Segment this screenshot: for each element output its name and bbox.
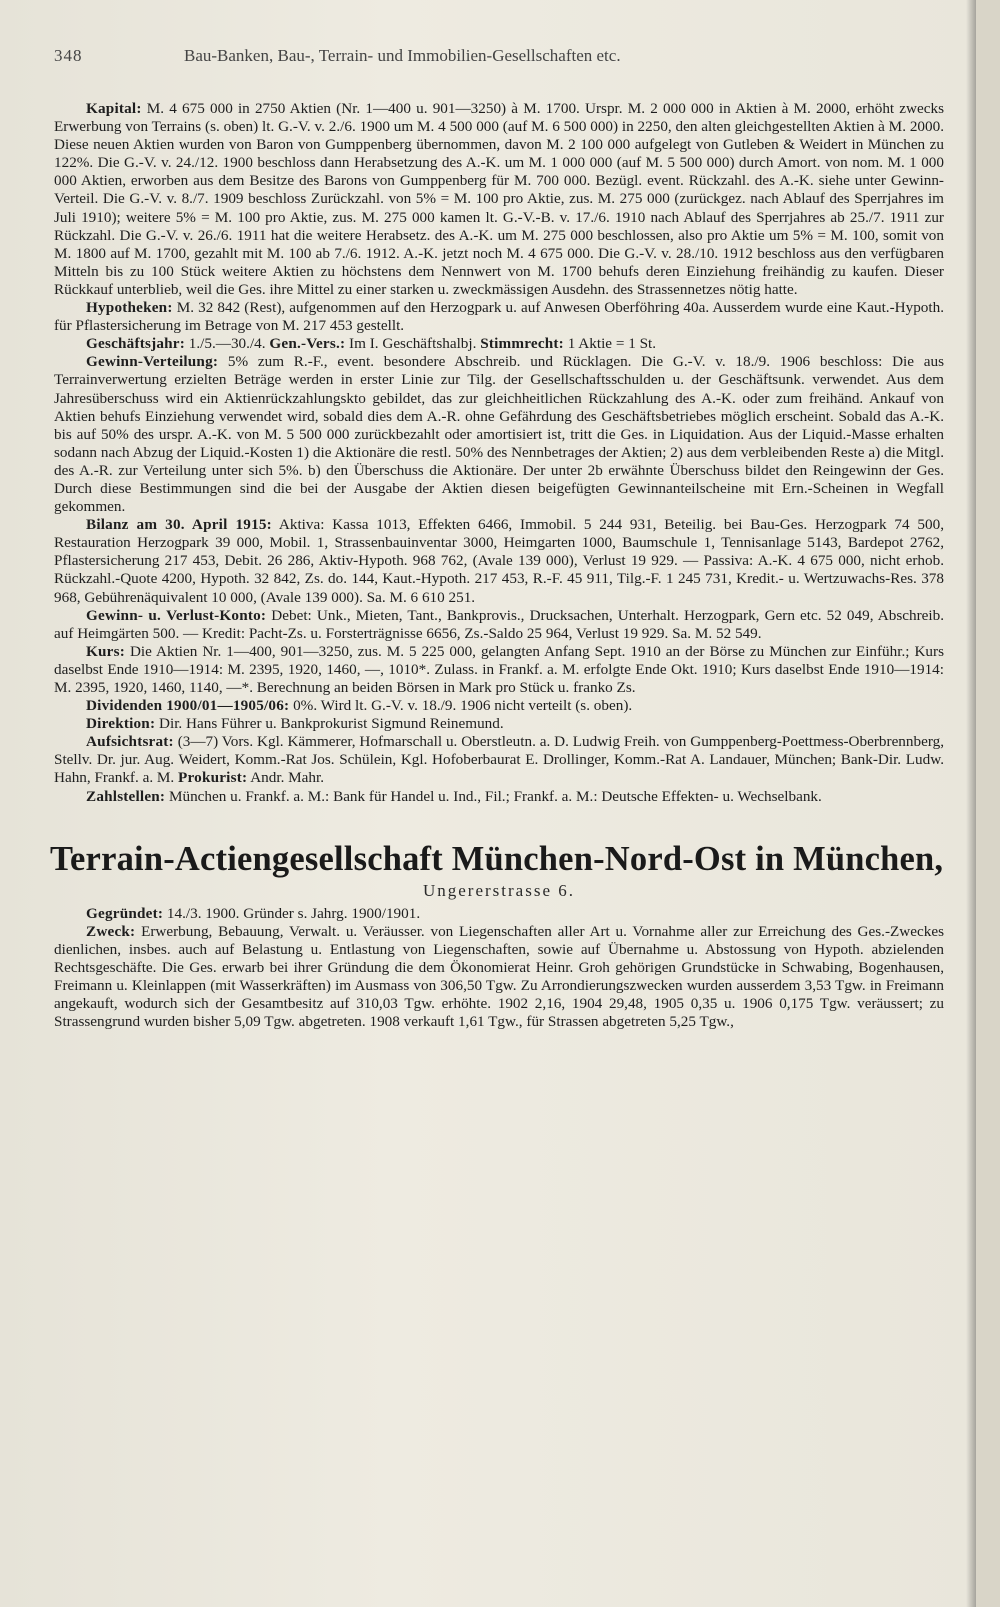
kapital-text: M. 4 675 000 in 2750 Aktien (Nr. 1—400 u. 901—3250) à M. 1700. Urspr. M. 2 000 000 in Aktien à M. 2000, erhöht zwecks Erwerbung von Terrains (s. oben) lt. G.-V. v. 2./6. 1900 um M. 4 500 000 (auf M. 6 500 000) in 2250, den alten gleichgestellten Aktien à M. 2000. Diese neuen Aktien wurden von Baron von Gumppenberg übernommen, davon M. 2 100 000 aufgelegt von Gutleben & Weidert in München zu 122%. Die G.-V. v. 24./12. 1900 beschloss dann Herabsetzung des A.-K. um M. 1 000 000 (auf M. 5 500 000) durch Amort. von nom. M. 1 000 000 Aktien, erworben aus dem Besitze des Barons von Gumppenberg für M. 700 000. Bezügl. event. Rückzahl. des A.-K. siehe unter Gewinn-Verteil. Die G.-V. v. 8./7. 1909 beschloss Zurückzahl. von 5% = M. 100 pro Aktie, zus. M. 275 000 (zurückgez. nach Ablauf des Sperrjahres im Juli 1910); weitere 5% = M. 100 pro Aktie, zus. M. 275 000 kamen lt. G.-V.-B. v. 17./6. 1910 nach Ablauf des Sperrjahres ab 25./7. 1911 zur Rückzahl. Die G.-V. v. 26./6. 1911 hat die weitere Herabsetz. des A.-K. um M. 275 000 beschlossen, also pro Aktie um 5% = M. 100, somit von M. 1800 auf M. 1700, gezahlt mit M. 100 ab 7./6. 1912. A.-K. jetzt noch M. 4 675 000. Die G.-V. v. 28./10. 1912 beschloss aus den verfügbaren Mitteln bis zu 100 Stück weitere Aktien zu höchstens dem Nennwert von M. 1700 behufs deren Einziehung freihändig zu kaufen. Dieser Rückkauf unterblieb, weil die Ges. ihre Mittel zu einer starken u. zweckmässigen Ausdehn. des Strassennetzes nötig hatte. [54,100,945,298]
direktion-paragraph [54,715,944,733]
hypotheken-paragraph [54,299,944,335]
running-head [54,46,944,66]
dividenden-text: 0%. Wird lt. G.-V. v. 18./9. 1906 nicht verteilt (s. oben). [293,697,633,715]
aufsichtsrat-text: (3—7) Vors. Kgl. Kämmerer, Hofmarschall u. Oberstleutn. a. D. Ludwig Freih. von Gumppenberg-Poettmess-Oberbrennberg, Stellv. Dr. jur. Aug. Weidert, Komm.-Rat Jos. Schülein, Kgl. Hofoberbaurat E. Drollinger, Komm.-Rat A. Landauer, München; Bank-Dir. Ludw. Hahn, Frankf. a. M. [54,733,945,787]
bilanz-paragraph [54,516,944,606]
zweck-paragraph [54,923,944,1032]
bilanz-text: Aktiva: Kassa 1013, Effekten 6466, Immobil. 5 244 931, Beteilig. bei Bau-Ges. Herzogpark 74 500, Restauration Herzogpark 39 000, Mobil. 1, Strassenbauinventar 3000, Heimgarten 1000, Baumschule 1, Tennisanlage 5143, Bardepot 2762, Pflastersicherung 217 453, Debit. 26 286, Aktiv-Hypoth. 968 762, (Avale 139 000), Verlust 19 929. — Passiva: A.-K. 4 675 000, nicht erhob. Rückzahl.-Quote 4200, Hypoth. 32 842, Zs. do. 144, Kaut.-Hypoth. 217 453, R.-F. 45 911, Tilg.-F. 1 245 731, Kredit.- u. Wertzuwachs-Res. 378 968, Gebührenäquivalent 10 000, (Avale 139 000). Sa. M. 6 610 251. [54,516,944,606]
gewinn-verlust-paragraph [54,607,944,643]
hypotheken-label: Hypotheken: [86,299,173,317]
kurs-text: Die Aktien Nr. 1—400, 901—3250, zus. M. 5 225 000, gelangten Anfang Sept. 1910 an der Börse zu München zur Einführ.; Kurs daselbst Ende 1910—1914: M. 2395, 1920, 1460, —, 1010*. Zulass. in Frankf. a. M. erfolgte Ende Okt. 1910; Kurs daselbst Ende 1910—1914: M. 2395, 1920, 1460, 1140, —*. Berechnung an beiden Börsen in Mark pro Stück u. franko Zs. [54,642,944,696]
company-address: Ungererstrasse 6. [422,880,575,900]
aufsichtsrat-label: Aufsichtsrat: [86,733,174,751]
gewinn-verteilung-label: Gewinn-Verteilung: [86,353,219,371]
gewinn-verteilung-text: 5% zum R.-F., event. besondere Abschreib. und Rücklagen. Die G.-V. v. 18./9. 1906 beschloss: Die aus Terrainverwertung erzielten Beträge werden in erster Linie zur Tilg. der Gesellschaftsschulden u. der Geschäftsunk. verwendet. Aus dem Jahresüberschuss wird ein Aktienrückzahlungskto gebildet, das zur gleichheitlichen Rückzahlung des A.-K. oder zum freihänd. Ankauf von Aktien behufs Einziehung verwendet wird, sobald dies dem A.-R. ohne Gefährdung des Geschäftsbetriebes möglich erscheint. Sobald das A.-K. bis auf 50% des urspr. A.-K. von M. 5 500 000 zurückbezahlt oder amortisiert ist, tritt die Ges. in Liquidation. Aus der Liquid.-Masse erhalten sodann nach Abzug der Liquid.-Kosten 1) die Aktionäre die restl. 50% des Nennbetrages der Aktien; 2) aus dem verbleibenden Reste a) die Mitgl. des A.-R. zur Verteilung unter sich 5%. b) den Überschuss die Aktionäre. Der unter 2b erwähnte Überschuss bildet den Reingewinn der Ges. Durch diese Bestimmungen sind die bei der Ausgabe der Aktien diesen beigefügten Gewinnanteilscheine mit Ern.-Scheinen in Wegfall gekommen. [54,353,945,516]
stimmrecht-label: Stimmrecht: [480,335,564,353]
zahlstellen-text: München u. Frankf. a. M.: Bank für Handel u. Ind., Fil.; Frankf. a. M.: Deutsche Effekten- u. Wechselbank. [168,787,822,805]
gewinn-verlust-text: Debet: Unk., Mieten, Tant., Bankprovis., Drucksachen, Unterhalt. Herzogpark, Gern etc. 52 049, Abschreib. auf Heimgärten 500. — Kredit: Pacht-Zs. u. Forsterträgnisse 6656, Zs.-Saldo 25 964, Verlust 19 929. Sa. M. 52 549. [54,606,944,642]
zweck-text: Erwerbung, Bebauung, Verwalt. u. Veräusser. von Liegenschaften aller Art u. Vornahme aller zur Erreichung des Ges.-Zweckes dienlichen, insbes. auch auf Belastung u. Entlastung von Liegenschaften, sowie auf Übernahme u. Abstossung von Hypoth. abzielenden Rechtsgeschäfte. Die Ges. erwarb bei ihrer Gründung die dem Ökonomierat Heinr. Groh gehörigen Grundstücke in Schwabing, Bogenhausen, Freimann u. Kleinlappen (mit Wasserkräften) im Ausmass von 306,50 Tgw. Zu Arrondierungszwecken wurden ausserdem 3,53 Tgw. in Freimann angekauft, wodurch sich der Gesamtbesitz auf 310,03 Tgw. erhöhte. 1902 2,16, 1904 29,48, 1905 0,35 u. 1906 0,175 Tgw. veräussert; zu Strassengrund wurden bisher 5,09 Tgw. abgetreten. 1908 verkauft 1,61 Tgw., für Strassen abgetreten 5,25 Tgw., [54,922,944,1031]
stimmrecht-text: 1 Aktie = 1 St. [567,335,657,353]
section-1 [54,100,944,806]
section-2 [54,905,944,1032]
geschaeftsjahr-label: Geschäftsjahr: [86,335,185,353]
zahlstellen-paragraph [54,788,944,806]
bilanz-label: Bilanz am 30. April 1915: [86,516,272,534]
gen-vers-label: Gen.-Vers.: [269,335,346,353]
kapital-paragraph [54,100,944,299]
kurs-label: Kurs: [86,642,125,660]
running-title: Bau-Banken, Bau-, Terrain- und Immobilien-Gesellschaften etc. [184,46,621,65]
gen-vers-text: Im I. Geschäftshalbj. [349,335,477,353]
gegruendet-text: 14./3. 1900. Gründer s. Jahrg. 1900/1901. [166,904,421,922]
page-number: 348 [54,46,83,65]
geschaeftsjahr-text: 1./5.—30./4. [188,335,266,353]
gegruendet-paragraph [54,905,944,923]
dividenden-paragraph [54,697,944,715]
gewinn-verlust-label: Gewinn- u. Verlust-Konto: [86,606,267,624]
geschaeftsjahr-paragraph [54,335,944,353]
dividenden-label: Dividenden 1900/01—1905/06: [86,697,290,715]
company-title: Terrain-Actiengesellschaft München-Nord-Ost in München, [50,839,944,878]
prokurist-label: Prokurist: [178,769,248,787]
gegruendet-label: Gegründet: [86,904,164,922]
kurs-paragraph [54,643,944,697]
aufsichtsrat-paragraph [54,733,944,787]
zweck-label: Zweck: [86,922,136,940]
direktion-label: Direktion: [86,715,156,733]
direktion-text: Dir. Hans Führer u. Bankprokurist Sigmund Reinemund. [159,715,504,733]
zahlstellen-label: Zahlstellen: [86,787,166,805]
gewinn-verteilung-paragraph [54,353,944,516]
hypotheken-text: M. 32 842 (Rest), aufgenommen auf den Herzogpark u. auf Anwesen Oberföhring 40a. Ausserdem wurde eine Kaut.-Hypoth. für Pflastersicherung im Betrage von M. 217 453 gestellt. [54,299,945,335]
kapital-label: Kapital: [86,100,142,117]
prokurist-text: Andr. Mahr. [250,769,325,787]
